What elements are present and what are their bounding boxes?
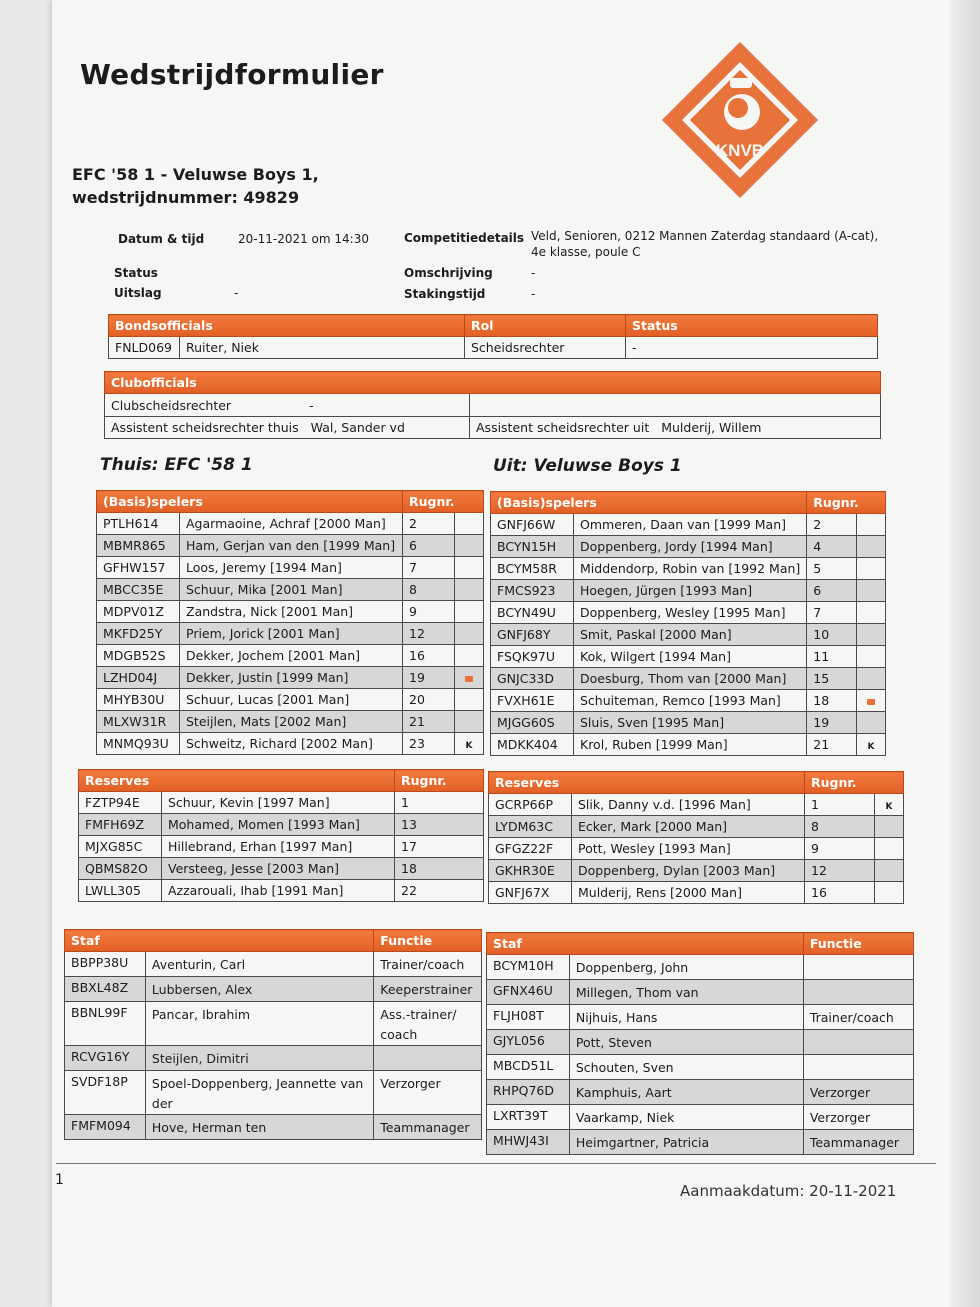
table-row — [487, 1130, 914, 1155]
player-name: Krol, Ruben [1999 Man] — [574, 734, 807, 756]
player-rugnr: 12 — [403, 623, 455, 645]
away-staf-table — [486, 932, 914, 1155]
player-rugnr: 18 — [807, 690, 857, 712]
page-number: 1 — [55, 1172, 64, 1188]
table-row — [487, 1080, 914, 1105]
mark-cell — [857, 712, 886, 734]
bond-status-header: Status — [626, 315, 878, 337]
mark-cell — [875, 882, 904, 904]
player-name: Smit, Paskal [2000 Man] — [574, 624, 807, 646]
player-name: Ecker, Mark [2000 Man] — [572, 816, 805, 838]
player-code: MKFD25Y — [97, 623, 180, 645]
staff-functie: Verzorger — [374, 1071, 482, 1115]
omschrijving-value: - — [531, 266, 536, 280]
table-row — [97, 711, 484, 733]
player-rugnr: 9 — [403, 601, 455, 623]
player-code: BCYN15H — [491, 536, 574, 558]
staff-code: BBXL48Z — [65, 977, 146, 1002]
player-rugnr: 10 — [807, 624, 857, 646]
staff-functie — [803, 955, 913, 980]
table-header — [65, 930, 482, 952]
creation-date: Aanmaakdatum: 20-11-2021 — [680, 1182, 897, 1200]
home-reserves-table — [78, 769, 484, 902]
player-name: Priem, Jorick [2001 Man] — [180, 623, 403, 645]
table-row — [491, 734, 886, 756]
player-name: Steijlen, Mats [2002 Man] — [180, 711, 403, 733]
away-reserves-table — [488, 771, 904, 904]
staff-functie: Ass.-trainer/ coach — [374, 1002, 482, 1046]
table-row — [97, 557, 484, 579]
table-row — [65, 977, 482, 1002]
reserves-header: Reserves — [79, 770, 395, 792]
player-name: Sluis, Sven [1995 Man] — [574, 712, 807, 734]
mark-cell — [857, 690, 886, 712]
mark-cell — [875, 838, 904, 860]
table-row — [487, 1030, 914, 1055]
player-code: FMCS923 — [491, 580, 574, 602]
table-row — [491, 712, 886, 734]
bond-rol: Scheidsrechter — [465, 337, 626, 359]
bond-header-label: Bondsofficials — [109, 315, 465, 337]
table-row — [97, 733, 484, 755]
staff-code: RHPQ76D — [487, 1080, 570, 1105]
yellow-card-icon — [867, 699, 875, 705]
bond-code: FNLD069 — [109, 337, 180, 359]
table-header — [487, 933, 914, 955]
match-number: wedstrijdnummer: 49829 — [72, 188, 300, 207]
player-name: Doppenberg, Dylan [2003 Man] — [572, 860, 805, 882]
table-row — [487, 1055, 914, 1080]
staff-functie: Teammanager — [374, 1115, 482, 1140]
assistent-thuis-label: Assistent scheidsrechter thuis — [111, 420, 299, 435]
table-row — [65, 952, 482, 977]
assistent-uit-value: Mulderij, Willem — [661, 420, 762, 435]
player-name: Schweitz, Richard [2002 Man] — [180, 733, 403, 755]
player-code: GNFJ67X — [489, 882, 572, 904]
player-name: Azzarouali, Ihab [1991 Man] — [162, 880, 395, 902]
mark-cell — [455, 733, 484, 755]
away-team-caption: Uit: Veluwse Boys 1 — [493, 456, 682, 476]
table-row — [487, 1105, 914, 1130]
mark-cell — [455, 513, 484, 535]
assistent-uit-cell — [470, 417, 881, 439]
player-rugnr: 21 — [403, 711, 455, 733]
mark-cell — [875, 816, 904, 838]
table-row — [491, 602, 886, 624]
staff-code: LXRT39T — [487, 1105, 570, 1130]
table-row — [97, 623, 484, 645]
player-name: Dekker, Jochem [2001 Man] — [180, 645, 403, 667]
clubscheidsrechter-value: - — [309, 397, 314, 413]
player-code: FMFH69Z — [79, 814, 162, 836]
table-header — [109, 315, 878, 337]
player-rugnr: 4 — [807, 536, 857, 558]
table-row — [97, 689, 484, 711]
player-rugnr: 2 — [403, 513, 455, 535]
home-staf-table — [64, 929, 482, 1140]
player-code: MDPV01Z — [97, 601, 180, 623]
clubofficials-table — [104, 371, 881, 439]
table-row — [65, 1115, 482, 1140]
svg-text:KNVB: KNVB — [715, 141, 765, 160]
table-header — [105, 372, 881, 394]
bond-name: Ruiter, Niek — [180, 337, 465, 359]
table-header — [491, 492, 886, 514]
stakingstijd-label: Stakingstijd — [404, 287, 486, 301]
staff-code: BBNL99F — [65, 1002, 146, 1046]
uitslag-value: - — [234, 286, 239, 300]
player-rugnr: 1 — [395, 792, 484, 814]
player-rugnr: 2 — [807, 514, 857, 536]
rugnr-header: Rugnr. — [805, 772, 904, 794]
player-code: BCYM58R — [491, 558, 574, 580]
player-code: GFHW157 — [97, 557, 180, 579]
comp-value-line1: Veld, Senioren, 0212 Mannen Zaterdag standaard (A-cat), — [531, 229, 879, 243]
player-code: GCRP66P — [489, 794, 572, 816]
mark-cell — [857, 514, 886, 536]
rugnr-header: Rugnr. — [807, 492, 886, 514]
player-name: Schuur, Lucas [2001 Man] — [180, 689, 403, 711]
away-basis-table — [490, 491, 886, 756]
datum-value: 20-11-2021 om 14:30 — [238, 232, 369, 246]
comp-label: Competitiedetails — [404, 231, 525, 245]
mark-cell — [455, 557, 484, 579]
player-name: Hoegen, Jürgen [1993 Man] — [574, 580, 807, 602]
table-row — [79, 836, 484, 858]
player-rugnr: 13 — [395, 814, 484, 836]
player-name: Ommeren, Daan van [1999 Man] — [574, 514, 807, 536]
table-row — [487, 980, 914, 1005]
staff-name: Pott, Steven — [569, 1030, 803, 1055]
player-rugnr: 18 — [395, 858, 484, 880]
mark-cell — [857, 602, 886, 624]
player-name: Kok, Wilgert [1994 Man] — [574, 646, 807, 668]
staff-name: Aventurin, Carl — [145, 952, 373, 977]
assistent-thuis-cell — [105, 417, 470, 439]
table-row — [491, 514, 886, 536]
player-rugnr: 8 — [805, 816, 875, 838]
player-code: MJGG60S — [491, 712, 574, 734]
staff-functie: Trainer/coach — [374, 952, 482, 977]
player-name: Doppenberg, Wesley [1995 Man] — [574, 602, 807, 624]
functie-header: Functie — [374, 930, 482, 952]
staff-name: Hove, Herman ten — [145, 1115, 373, 1140]
table-row — [79, 792, 484, 814]
player-rugnr: 19 — [403, 667, 455, 689]
captain-mark: K — [465, 741, 473, 751]
table-row — [109, 337, 878, 359]
table-row — [79, 858, 484, 880]
omschrijving-label: Omschrijving — [404, 266, 493, 280]
player-code: FVXH61E — [491, 690, 574, 712]
table-row — [489, 816, 904, 838]
assistent-uit-label: Assistent scheidsrechter uit — [476, 420, 650, 435]
mark-cell — [455, 645, 484, 667]
staff-functie — [803, 980, 913, 1005]
datum-label: Datum & tijd — [118, 232, 205, 246]
player-name: Pott, Wesley [1993 Man] — [572, 838, 805, 860]
staff-code: BBPP38U — [65, 952, 146, 977]
captain-mark: K — [885, 802, 893, 812]
staf-header: Staf — [65, 930, 374, 952]
club-header: Clubofficials — [105, 372, 881, 394]
staff-functie: Trainer/coach — [803, 1005, 913, 1030]
player-code: MHYB30U — [97, 689, 180, 711]
mark-cell — [455, 535, 484, 557]
player-rugnr: 8 — [403, 579, 455, 601]
player-code: LWLL305 — [79, 880, 162, 902]
table-row — [97, 535, 484, 557]
staff-name: Pancar, Ibrahim — [145, 1002, 373, 1046]
mark-cell — [455, 667, 484, 689]
functie-header: Functie — [803, 933, 913, 955]
player-code: MNMQ93U — [97, 733, 180, 755]
staff-name: Schouten, Sven — [569, 1055, 803, 1080]
staff-code: MHWJ43I — [487, 1130, 570, 1155]
table-row — [487, 1005, 914, 1030]
player-name: Mohamed, Momen [1993 Man] — [162, 814, 395, 836]
table-header — [97, 491, 484, 513]
form-title: Wedstrijdformulier — [80, 58, 384, 91]
table-row — [105, 394, 881, 417]
mark-cell — [857, 558, 886, 580]
staff-name: Steijlen, Dimitri — [145, 1046, 373, 1071]
player-rugnr: 22 — [395, 880, 484, 902]
table-header — [489, 772, 904, 794]
rugnr-header: Rugnr. — [403, 491, 484, 513]
table-row — [491, 536, 886, 558]
player-name: Versteeg, Jesse [2003 Man] — [162, 858, 395, 880]
staff-name: Millegen, Thom van — [569, 980, 803, 1005]
comp-value-line2: 4e klasse, poule C — [531, 245, 641, 259]
staff-code: GFNX46U — [487, 980, 570, 1005]
player-name: Ham, Gerjan van den [1999 Man] — [180, 535, 403, 557]
staff-code: FLJH08T — [487, 1005, 570, 1030]
player-name: Schuur, Kevin [1997 Man] — [162, 792, 395, 814]
mark-cell — [857, 734, 886, 756]
empty-cell — [470, 394, 881, 417]
player-rugnr: 17 — [395, 836, 484, 858]
table-row — [491, 690, 886, 712]
table-row — [489, 838, 904, 860]
table-row — [491, 646, 886, 668]
player-name: Middendorp, Robin van [1992 Man] — [574, 558, 807, 580]
stakingstijd-value: - — [531, 287, 536, 301]
player-code: MJXG85C — [79, 836, 162, 858]
staff-name: Kamphuis, Aart — [569, 1080, 803, 1105]
table-row — [97, 645, 484, 667]
player-code: BCYN49U — [491, 602, 574, 624]
mark-cell — [857, 646, 886, 668]
table-row — [491, 580, 886, 602]
mark-cell — [455, 579, 484, 601]
yellow-card-icon — [465, 676, 473, 682]
mark-cell — [455, 601, 484, 623]
player-rugnr: 9 — [805, 838, 875, 860]
player-code: QBMS82O — [79, 858, 162, 880]
bondsofficials-table — [108, 314, 878, 359]
staff-code: MBCD51L — [487, 1055, 570, 1080]
table-header — [79, 770, 484, 792]
mark-cell — [875, 860, 904, 882]
player-rugnr: 23 — [403, 733, 455, 755]
player-rugnr: 20 — [403, 689, 455, 711]
player-rugnr: 11 — [807, 646, 857, 668]
reserves-header: Reserves — [489, 772, 805, 794]
table-row — [97, 579, 484, 601]
table-row — [65, 1071, 482, 1115]
table-row — [491, 624, 886, 646]
assistent-thuis-value: Wal, Sander vd — [310, 420, 405, 435]
player-rugnr: 12 — [805, 860, 875, 882]
player-name: Mulderij, Rens [2000 Man] — [572, 882, 805, 904]
staff-name: Nijhuis, Hans — [569, 1005, 803, 1030]
staff-name: Vaarkamp, Niek — [569, 1105, 803, 1130]
staff-functie: Verzorger — [803, 1105, 913, 1130]
player-name: Hillebrand, Erhan [1997 Man] — [162, 836, 395, 858]
player-rugnr: 1 — [805, 794, 875, 816]
table-row — [65, 1046, 482, 1071]
player-rugnr: 6 — [403, 535, 455, 557]
player-code: GNJC33D — [491, 668, 574, 690]
staff-functie: Teammanager — [803, 1130, 913, 1155]
clubscheidsrechter-label: Clubscheidsrechter — [111, 397, 232, 413]
home-basis-table — [96, 490, 484, 755]
mark-cell — [857, 624, 886, 646]
staff-functie — [803, 1030, 913, 1055]
table-row — [487, 955, 914, 980]
player-rugnr: 7 — [403, 557, 455, 579]
player-code: MBMR865 — [97, 535, 180, 557]
staff-name: Doppenberg, John — [569, 955, 803, 980]
table-row — [105, 417, 881, 439]
staff-functie: Verzorger — [803, 1080, 913, 1105]
staff-code: RCVG16Y — [65, 1046, 146, 1071]
mark-cell — [455, 623, 484, 645]
player-code: PTLH614 — [97, 513, 180, 535]
bond-rol-header: Rol — [465, 315, 626, 337]
player-rugnr: 5 — [807, 558, 857, 580]
paper-edge — [950, 0, 980, 1307]
player-rugnr: 6 — [807, 580, 857, 602]
staff-functie — [803, 1055, 913, 1080]
basis-header: (Basis)spelers — [97, 491, 403, 513]
player-rugnr: 15 — [807, 668, 857, 690]
mark-cell — [455, 711, 484, 733]
footer-divider — [56, 1163, 936, 1164]
player-code: GFGZ22F — [489, 838, 572, 860]
clubscheidsrechter-cell — [105, 394, 470, 417]
player-code: GNFJ68Y — [491, 624, 574, 646]
mark-cell — [455, 689, 484, 711]
player-code: MLXW31R — [97, 711, 180, 733]
player-name: Doesburg, Thom van [2000 Man] — [574, 668, 807, 690]
table-row — [489, 882, 904, 904]
staff-functie: Keeperstrainer — [374, 977, 482, 1002]
table-row — [489, 860, 904, 882]
player-name: Zandstra, Nick [2001 Man] — [180, 601, 403, 623]
mark-cell — [875, 794, 904, 816]
player-code: MDGB52S — [97, 645, 180, 667]
player-code: FZTP94E — [79, 792, 162, 814]
player-code: FSQK97U — [491, 646, 574, 668]
player-rugnr: 16 — [805, 882, 875, 904]
status-label: Status — [114, 266, 158, 280]
player-rugnr: 7 — [807, 602, 857, 624]
player-name: Slik, Danny v.d. [1996 Man] — [572, 794, 805, 816]
table-row — [97, 601, 484, 623]
staff-code: GJYL056 — [487, 1030, 570, 1055]
player-rugnr: 19 — [807, 712, 857, 734]
mark-cell — [857, 668, 886, 690]
table-row — [79, 880, 484, 902]
basis-header: (Basis)spelers — [491, 492, 807, 514]
player-code: MDKK404 — [491, 734, 574, 756]
player-name: Schuiteman, Remco [1993 Man] — [574, 690, 807, 712]
knvb-logo-icon — [660, 40, 820, 200]
player-name: Doppenberg, Jordy [1994 Man] — [574, 536, 807, 558]
table-row — [491, 558, 886, 580]
staff-name: Spoel-Doppenberg, Jeannette van der — [145, 1071, 373, 1115]
player-code: LYDM63C — [489, 816, 572, 838]
player-name: Agarmaoine, Achraf [2000 Man] — [180, 513, 403, 535]
staff-name: Heimgartner, Patricia — [569, 1130, 803, 1155]
player-rugnr: 21 — [807, 734, 857, 756]
player-name: Loos, Jeremy [1994 Man] — [180, 557, 403, 579]
player-rugnr: 16 — [403, 645, 455, 667]
rugnr-header: Rugnr. — [395, 770, 484, 792]
table-row — [79, 814, 484, 836]
uitslag-label: Uitslag — [114, 286, 162, 300]
table-row — [97, 513, 484, 535]
player-code: GKHR30E — [489, 860, 572, 882]
match-heading — [72, 163, 319, 209]
table-row — [491, 668, 886, 690]
staff-name: Lubbersen, Alex — [145, 977, 373, 1002]
captain-mark: K — [867, 742, 875, 752]
player-code: MBCC35E — [97, 579, 180, 601]
player-name: Schuur, Mika [2001 Man] — [180, 579, 403, 601]
staff-code: BCYM10H — [487, 955, 570, 980]
player-name: Dekker, Justin [1999 Man] — [180, 667, 403, 689]
table-row — [65, 1002, 482, 1046]
staff-code: FMFM094 — [65, 1115, 146, 1140]
match-teams: EFC '58 1 - Veluwse Boys 1, — [72, 165, 319, 184]
table-row — [97, 667, 484, 689]
staf-header: Staf — [487, 933, 804, 955]
bond-status: - — [626, 337, 878, 359]
mark-cell — [857, 580, 886, 602]
mark-cell — [857, 536, 886, 558]
player-code: GNFJ66W — [491, 514, 574, 536]
player-code: LZHD04J — [97, 667, 180, 689]
staff-code: SVDF18P — [65, 1071, 146, 1115]
home-team-caption: Thuis: EFC '58 1 — [100, 455, 253, 475]
table-row — [489, 794, 904, 816]
staff-functie — [374, 1046, 482, 1071]
